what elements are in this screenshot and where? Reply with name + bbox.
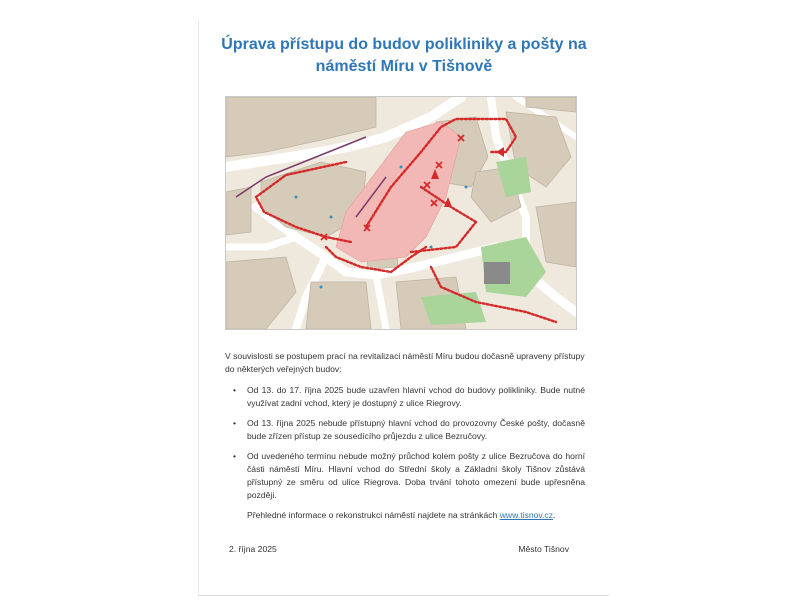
notice-body	[225, 350, 585, 522]
bullet-item: • Od 13. října 2025 nebude přístupný hlavní vchod do provozovny České pošty, dočasně bude zřízen přístup ze sousedícího průjezdu z ulice Bezručovy.	[225, 417, 585, 443]
document-page	[198, 20, 609, 596]
info-paragraph	[225, 509, 585, 522]
document-signature: Město Tišnov	[518, 544, 569, 554]
site-map	[225, 96, 577, 330]
bullet-list	[225, 384, 585, 502]
church-building	[484, 262, 510, 284]
document-date: 2. října 2025	[229, 544, 277, 554]
intro-paragraph: V souvislosti se postupem prací na revitalizaci náměstí Míru budou dočasně upraveny přístupy do některých veřejných budov:	[225, 351, 585, 374]
document-title	[199, 34, 609, 78]
title-line-2: náměstí Míru v Tišnově	[315, 58, 493, 75]
website-link[interactable]: www.tisnov.cz	[499, 510, 554, 520]
bullet-item: • Od 13. do 17. října 2025 bude uzavřen hlavní vchod do budovy polikliniky. Bude nutné využívat zadní vchod, který je dostupný z ulice Riegrovy.	[225, 384, 585, 410]
site-map-graphic	[226, 97, 576, 329]
info-end: .	[553, 510, 556, 520]
bullet-item: • Od uvedeného termínu nebude možný průchod kolem pošty z ulice Bezručova do horní části náměstí Míru. Hlavní vchod do Střední školy a Základní školy Tišnov zůstává přístupný ze směru od ulice Riegrova. Doba trvání tohoto omezení bude upřesněna později.	[225, 450, 585, 502]
title-line-1: Úprava přístupu do budov polikliniky a pošty na	[221, 36, 587, 53]
info-text: Přehledné informace o rekonstrukci náměstí najdete na stránkách	[247, 510, 500, 520]
